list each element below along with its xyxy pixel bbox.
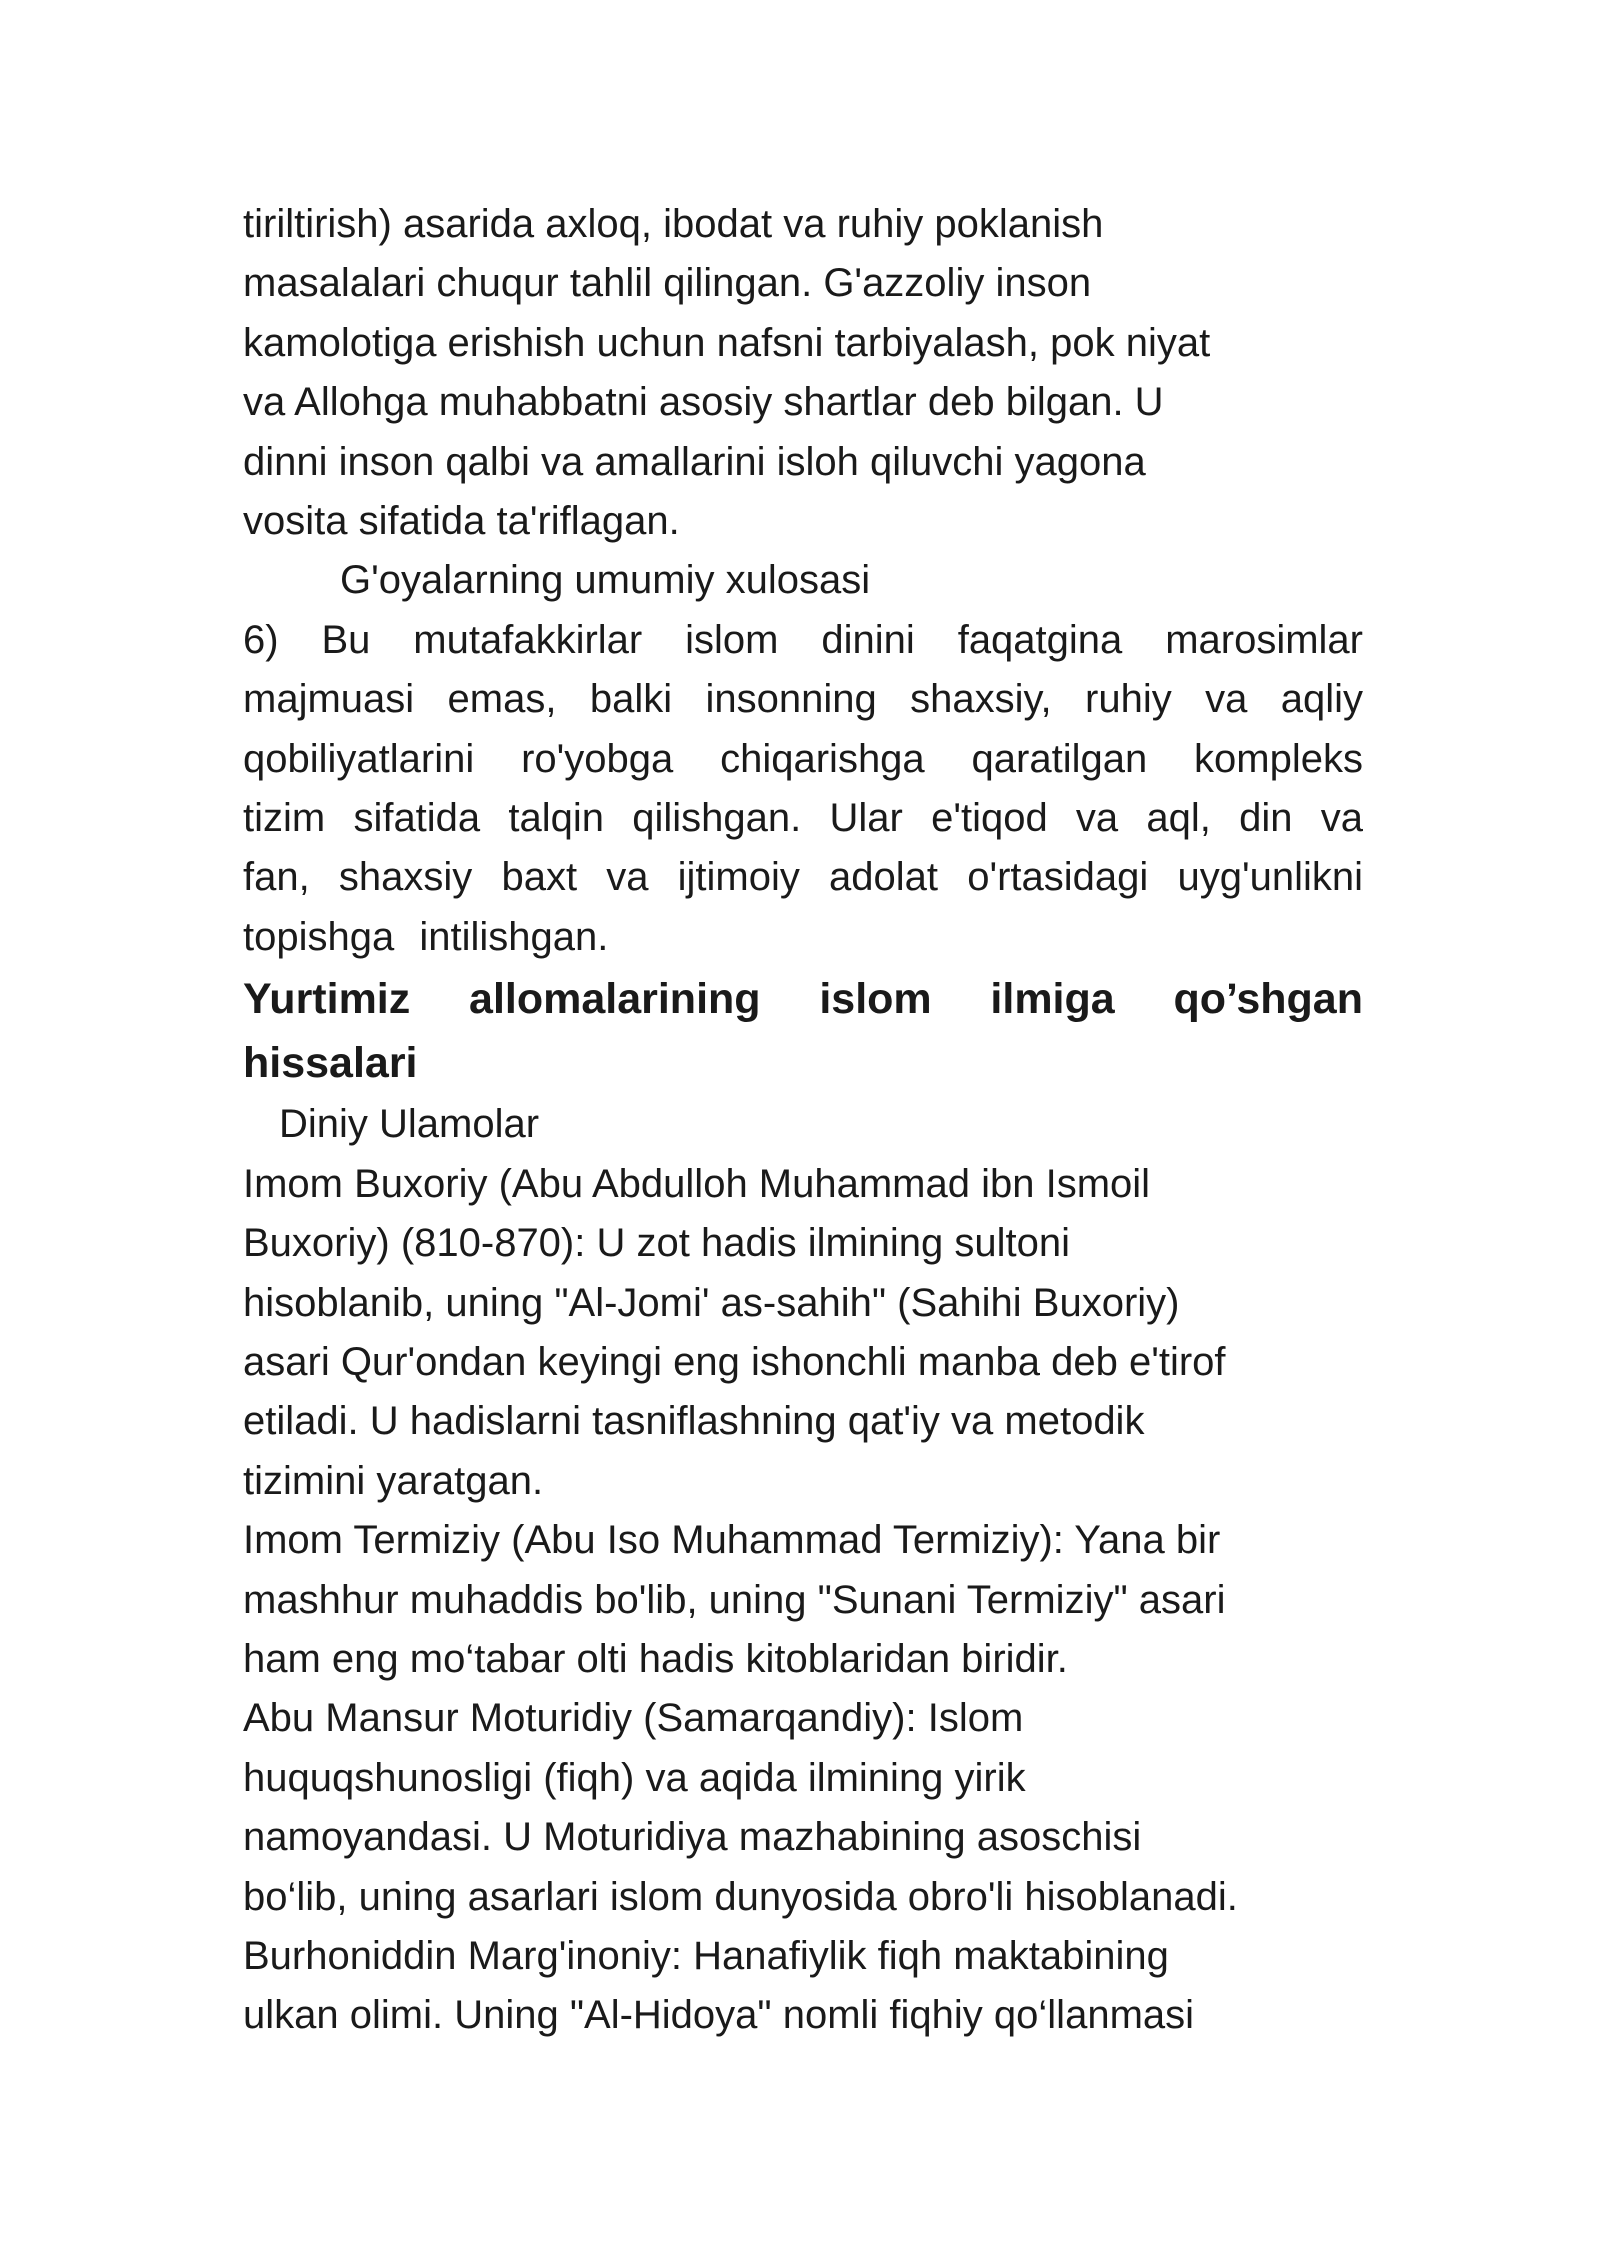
document-page [243, 195, 1363, 2046]
intro-paragraph: tiriltirish) asarida axloq, ibodat va ruhiy poklanish masalalari chuqur tahlil qilingan. G'azzoliy inson kamolotiga erishish uchun nafsni tarbiyalash, pok niyat va Allohga muhabbatni asosiy shartlar deb bilgan. U dinni inson qalbi va amallarini isloh qiluvchi yagona vosita sifatida ta'riflagan. [243, 202, 1211, 544]
summary-paragraph: 6) Bu mutafakkirlar islom dinini faqatgina marosimlar majmuasi emas, balki insonning shaxsiy, ruhiy va aqliy qobiliyatlarini ro'yobga chiqarishga qaratilgan kompleks tizim sifatida talqin qilishgan. Ular e'tiqod va aql, din va fan, shaxsiy baxt va ijtimoiy adolat o'rtasidagi uyg'unlikni topishga intilishgan. [243, 617, 1363, 959]
section-heading: Yurtimiz allomalarining islom ilmiga qo’shgan hissalari [243, 975, 1363, 1088]
scholar-paragraph-termiziy: Imom Termiziy (Abu Iso Muhammad Termiziy): Yana bir mashhur muhaddis bo'lib, uning "Sunani Termiziy" asari ham eng mo‘tabar olti hadis kitoblaridan biridir. [243, 1518, 1226, 1681]
scholar-paragraph-marginoniy: Burhoniddin Marg'inoniy: Hanafiylik fiqh maktabining ulkan olimi. Uning "Al-Hidoya" nomli fiqhiy qo‘llanmasi [243, 1933, 1195, 2038]
scholar-paragraph-buxoriy: Imom Buxoriy (Abu Abdulloh Muhammad ibn Ismoil Buxoriy) (810-870): U zot hadis ilmining sultoni hisoblanib, uning "Al-Jomi' as-sahih" (Sahihi Buxoriy) asari Qur'ondan keyingi eng ishonchli manba deb e'tirof etiladi. U hadislarni tasniflashning qat'iy va metodik tizimini yaratgan. [243, 1161, 1226, 1503]
subheading-scholars: Diniy Ulamolar [279, 1102, 540, 1147]
scholar-paragraph-moturidiy: Abu Mansur Moturidiy (Samarqandiy): Islom huquqshunosligi (fiqh) va aqida ilmining yirik namoyandasi. U Moturidiya mazhabining asoschisi bo‘lib, uning asarlari islom dunyosida obro'li hisoblanadi. [243, 1696, 1238, 1919]
subheading-summary: G'oyalarning umumiy xulosasi [340, 558, 871, 603]
